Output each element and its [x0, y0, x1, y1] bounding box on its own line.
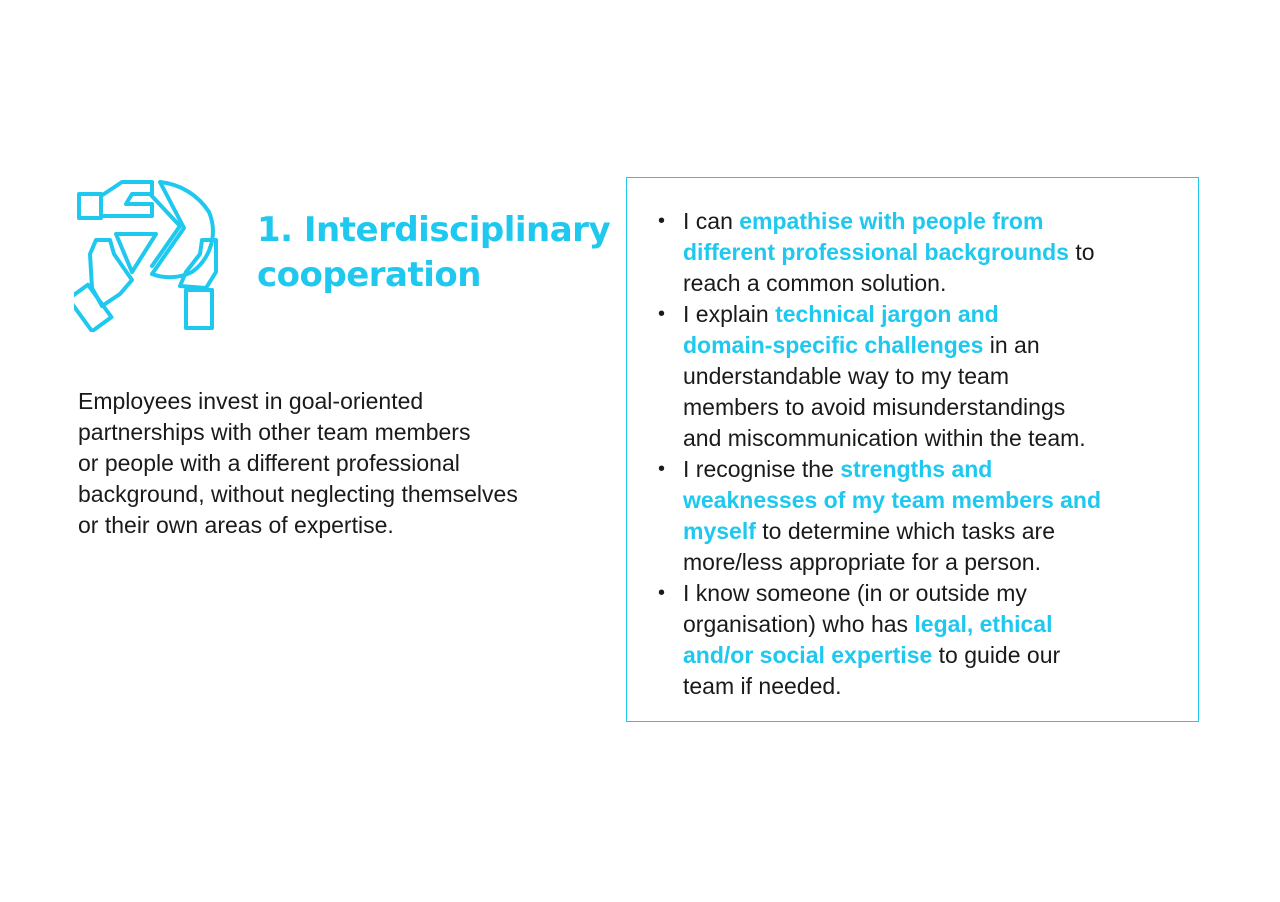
highlighted-text: technical jargon and	[775, 301, 999, 327]
body-text: organisation) who has	[683, 611, 915, 637]
description-line: Employees invest in goal-oriented	[78, 388, 424, 414]
body-text: and miscommunication within the team.	[683, 425, 1086, 451]
body-text: to	[1068, 239, 1095, 265]
highlighted-text: legal, ethical	[914, 611, 1053, 637]
section-description	[78, 386, 618, 541]
bullet-marker: •	[658, 303, 666, 325]
competency-line	[683, 237, 1185, 268]
body-text: I explain	[683, 301, 776, 327]
competency-line	[683, 485, 1185, 516]
competency-line	[683, 361, 1185, 392]
body-text: I recognise the	[683, 456, 841, 482]
body-text: more/less appropriate for a person.	[683, 549, 1041, 575]
competency-item	[655, 299, 1185, 454]
competency-line	[683, 392, 1185, 423]
hands-puzzle-pie-icon	[74, 176, 224, 332]
competency-list	[655, 206, 1185, 702]
competencies-panel	[626, 177, 1199, 722]
highlighted-text: and/or social expertise	[683, 642, 933, 668]
competency-line	[683, 268, 1185, 299]
competency-item	[655, 578, 1185, 702]
competency-line	[683, 454, 1185, 485]
body-text: to guide our	[932, 642, 1061, 668]
competency-line	[683, 516, 1185, 547]
body-text: I can	[683, 208, 740, 234]
description-line: partnerships with other team members	[78, 419, 471, 445]
description-line: background, without neglecting themselves	[78, 481, 518, 507]
highlighted-text: weaknesses of my team members and	[683, 487, 1102, 513]
bullet-marker: •	[658, 458, 666, 480]
competency-line	[683, 640, 1185, 671]
body-text: reach a common solution.	[683, 270, 947, 296]
highlighted-text: strengths and	[840, 456, 993, 482]
competency-line	[683, 330, 1185, 361]
body-text: to determine which tasks are	[755, 518, 1056, 544]
highlighted-text: different professional backgrounds	[683, 239, 1069, 265]
competency-item	[655, 454, 1185, 578]
bullet-marker: •	[658, 582, 666, 604]
body-text: in an	[983, 332, 1040, 358]
title-line-1: 1. Interdisciplinary	[257, 210, 611, 250]
competency-item	[655, 206, 1185, 299]
competency-line	[683, 578, 1185, 609]
competency-line	[683, 671, 1185, 702]
description-line: or people with a different professional	[78, 450, 460, 476]
body-text: members to avoid misunderstandings	[683, 394, 1066, 420]
competency-line	[683, 609, 1185, 640]
competency-line	[683, 299, 1185, 330]
highlighted-text: myself	[683, 518, 756, 544]
highlighted-text: empathise with people from	[739, 208, 1044, 234]
section-title	[257, 208, 611, 298]
competency-line	[683, 423, 1185, 454]
highlighted-text: domain-specific challenges	[683, 332, 984, 358]
competency-line	[683, 547, 1185, 578]
body-text: team if needed.	[683, 673, 842, 699]
title-line-2: cooperation	[257, 255, 481, 295]
body-text: understandable way to my team	[683, 363, 1010, 389]
bullet-marker: •	[658, 210, 666, 232]
body-text: I know someone (in or outside my	[683, 580, 1027, 606]
competency-line	[683, 206, 1185, 237]
description-line: or their own areas of expertise.	[78, 512, 394, 538]
